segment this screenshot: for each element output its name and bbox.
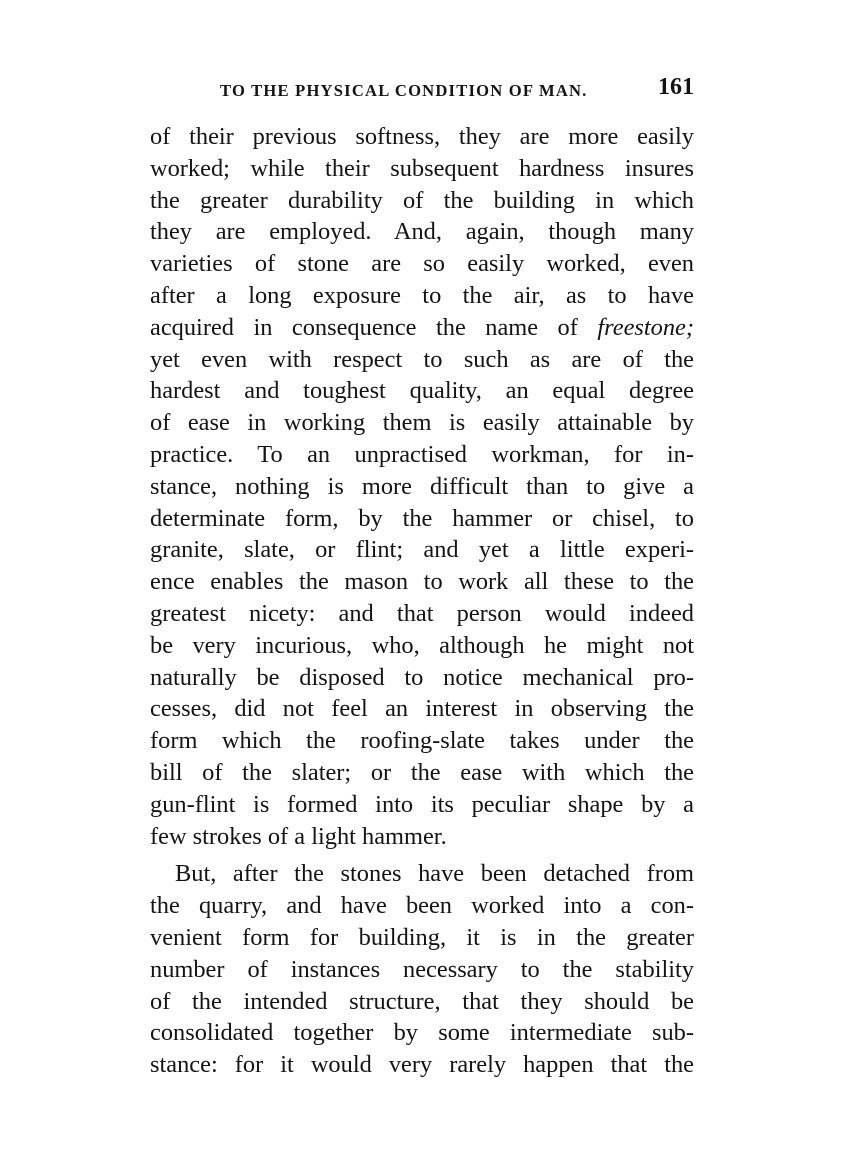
text-line: gun-flint is formed into its peculiar shape by a	[150, 790, 694, 818]
italic-term-freestone: freestone;	[597, 313, 694, 341]
text-line: naturally be disposed to notice mechanical pro-	[150, 663, 694, 691]
text-line: of their previous softness, they are more easily	[150, 123, 694, 150]
text-line: few strokes of a light hammer.	[150, 822, 447, 850]
text-line: they are employed. And, again, though many	[150, 218, 694, 246]
text-line: the quarry, and have been worked into a con-	[150, 892, 694, 920]
page-number: 161	[658, 74, 694, 100]
body-text	[150, 121, 694, 1081]
text-line: be very incurious, who, although he might not	[150, 631, 694, 659]
text-line: of the intended structure, that they should be	[150, 987, 694, 1015]
text-line: granite, slate, or flint; and yet a little experi-	[150, 536, 694, 564]
paragraph	[150, 121, 694, 852]
paragraph	[150, 858, 694, 1081]
text-line: consolidated together by some intermediate sub-	[150, 1019, 694, 1047]
line-text: acquired in consequence the name of	[150, 313, 578, 341]
text-line: stance, nothing is more difficult than to give a	[150, 472, 694, 500]
text-line: form which the roofing-slate takes under the	[150, 727, 694, 755]
text-line: hardest and toughest quality, an equal degree	[150, 377, 694, 405]
text-line: yet even with respect to such as are of the	[150, 345, 694, 373]
text-line: venient form for building, it is in the greater	[150, 923, 694, 951]
running-header	[150, 74, 694, 106]
text-line: ence enables the mason to work all these to the	[150, 568, 694, 596]
text-line: But, after the stones have been detached from	[175, 860, 694, 888]
text-line: after a long exposure to the air, as to have	[150, 281, 694, 309]
text-line-with-italic	[150, 312, 694, 344]
text-line: number of instances necessary to the stability	[150, 955, 694, 983]
text-line: the greater durability of the building in which	[150, 186, 694, 214]
text-line: of ease in working them is easily attainable by	[150, 409, 694, 437]
running-title: TO THE PHYSICAL CONDITION OF MAN.	[220, 81, 588, 100]
text-line: varieties of stone are so easily worked, even	[150, 250, 694, 278]
text-line: determinate form, by the hammer or chisel, to	[150, 504, 694, 532]
text-line: greatest nicety: and that person would indeed	[150, 599, 694, 627]
text-line: practice. To an unpractised workman, for in-	[150, 440, 694, 468]
text-line: bill of the slater; or the ease with which the	[150, 758, 694, 786]
text-line: worked; while their subsequent hardness insures	[150, 154, 694, 182]
text-line: stance: for it would very rarely happen that the	[150, 1051, 694, 1079]
text-line: cesses, did not feel an interest in observing the	[150, 695, 694, 723]
